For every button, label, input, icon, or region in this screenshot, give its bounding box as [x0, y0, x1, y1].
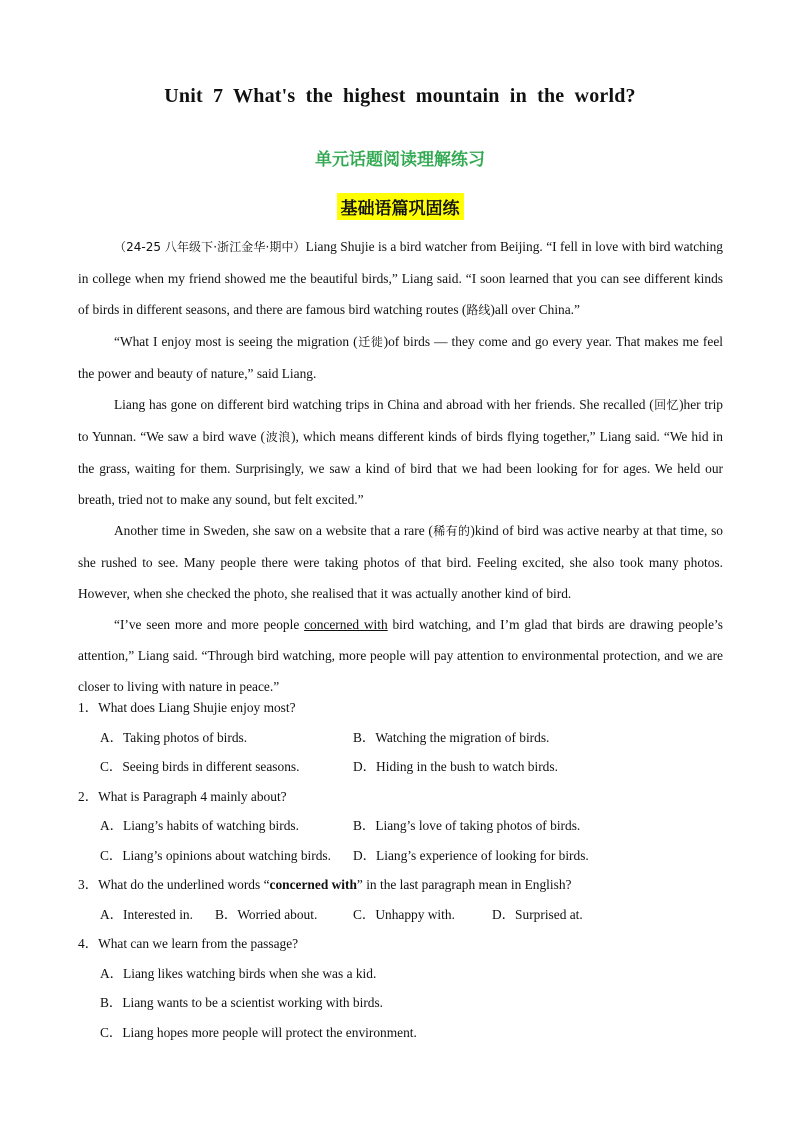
option-b[interactable]: B．Liang’s love of taking photos of birds.	[353, 818, 581, 833]
option-a[interactable]: A．Liang’s habits of watching birds.	[100, 818, 299, 833]
option-a[interactable]: A．Taking photos of birds.	[100, 729, 248, 745]
question-2-options-row-1	[78, 811, 723, 841]
gloss: 路线	[466, 303, 491, 317]
source-note: （24-25 八年级下·浙江金华·期中）	[114, 240, 306, 254]
option-c[interactable]: C．Liang hopes more people will protect the environment.	[100, 1024, 417, 1040]
gloss: 迁徙	[357, 335, 384, 349]
section-heading: 基础语篇巩固练	[337, 193, 464, 220]
question-4-stem: 4．What can we learn from the passage?	[78, 936, 299, 951]
option-b[interactable]: B．Liang wants to be a scientist working with birds.	[100, 995, 384, 1010]
question-1-stem: 1．What does Liang Shujie enjoy most?	[78, 700, 296, 715]
option-a[interactable]: A．Liang likes watching birds when she was a kid.	[100, 965, 377, 981]
paragraph-2: “What I enjoy most is seeing the migration (迁徙)of birds — they come and go every year. That makes me feel the power and beauty of nature,” said Liang.	[78, 334, 723, 381]
option-c[interactable]: C．Liang’s opinions about watching birds.	[100, 847, 331, 863]
option-b[interactable]: B．Watching the migration of birds.	[353, 729, 550, 745]
gloss: 波浪	[265, 430, 292, 444]
option-b[interactable]: B．Worried about.	[215, 906, 318, 922]
paragraph-4: Another time in Sweden, she saw on a website that a rare (稀有的)kind of bird was active nearby at that time, so she rushed to see. Many people there were taking photos of that bird. Feeling excited, she also took many photos. However, when she checked the photo, she realised that it was actually another kind of bird.	[78, 523, 723, 601]
question-1-options-row-1	[78, 723, 723, 753]
section-heading-wrap	[0, 193, 800, 220]
gloss: 稀有的	[432, 524, 471, 538]
paragraph-3: Liang has gone on different bird watching trips in China and abroad with her friends. She recalled (回忆)her trip to Yunnan. “We saw a bird wave (波浪), which means different kinds of birds flying together,” Liang said. “We hid in the grass, waiting for them. Surprisingly, we saw a kind of bird that we had been looking for for ages. We held our breath, tried not to make any sound, but felt excited.”	[78, 397, 724, 507]
option-a[interactable]: A．Interested in.	[100, 906, 193, 922]
option-c[interactable]: C．Seeing birds in different seasons.	[100, 759, 300, 774]
underlined-phrase: concerned with	[304, 617, 388, 632]
question-2-stem: 2．What is Paragraph 4 mainly about?	[78, 788, 287, 804]
option-d[interactable]: D．Hiding in the bush to watch birds.	[353, 759, 558, 774]
option-c[interactable]: C．Unhappy with.	[353, 906, 455, 922]
question-list	[78, 693, 723, 1047]
page-title: Unit 7 What's the highest mountain in the world?	[164, 85, 636, 107]
question-3-stem: 3．What do the underlined words “concerned with” in the last paragraph mean in English?	[78, 877, 572, 892]
paragraph-5: “I’ve seen more and more people concerned with bird watching, and I’m glad that birds are drawing people’s attention,” Liang said. “Through bird watching, more people will pay attention to environmental protection, and we are closer to living with nature in peace.”	[78, 617, 723, 694]
question-2-options-row-2	[78, 841, 723, 871]
reading-passage	[78, 231, 723, 702]
page-subtitle: 单元话题阅读理解练习	[315, 150, 485, 170]
paragraph-1: （24-25 八年级下·浙江金华·期中）Liang Shujie is a bird watcher from Beijing. “I fell in love with bird watching in college when my friend showed me the beautiful birds,” Liang said. “I soon learned that you can see different kinds of birds in different seasons, and there are famous bird watching routes (路线)all over China.”	[78, 239, 723, 317]
gloss: 回忆	[653, 398, 680, 412]
question-3-options	[78, 900, 723, 930]
keyword: concerned with	[269, 877, 357, 892]
option-d[interactable]: D．Liang’s experience of looking for birds.	[353, 847, 589, 863]
option-d[interactable]: D．Surprised at.	[492, 906, 583, 922]
question-1-options-row-2	[78, 752, 723, 782]
